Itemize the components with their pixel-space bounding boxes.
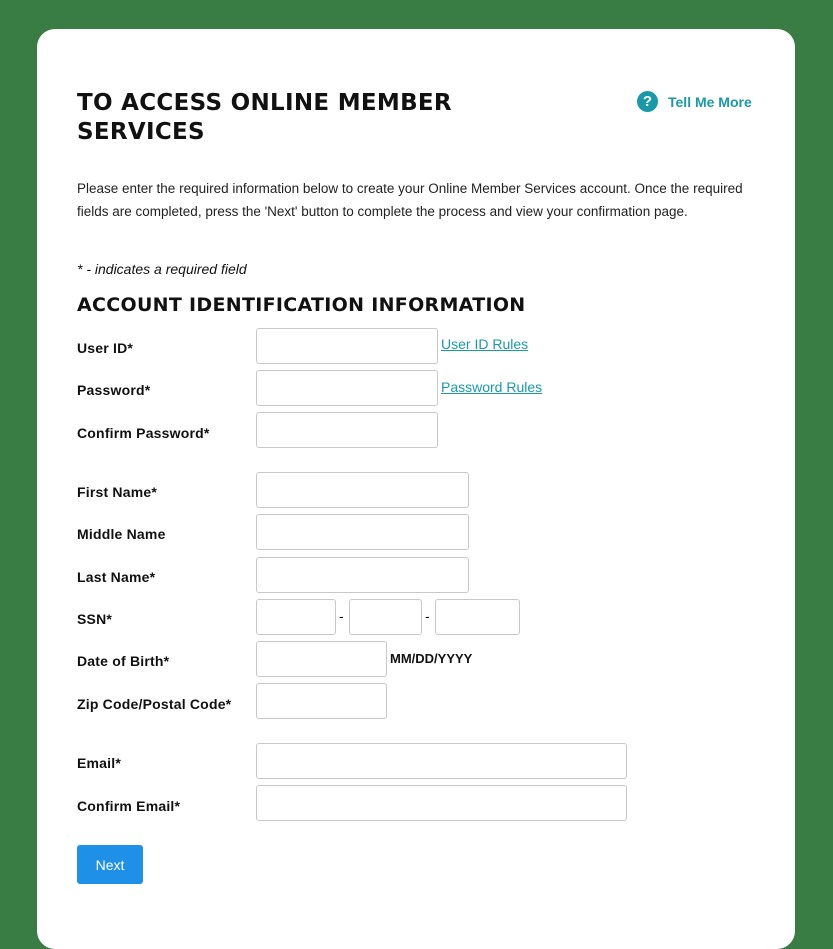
ssn-separator-2: - — [425, 608, 430, 624]
tell-me-more-label: Tell Me More — [668, 93, 752, 110]
dob-label: Date of Birth* — [77, 653, 170, 669]
password-label: Password* — [77, 382, 151, 398]
middle-name-input[interactable] — [256, 514, 469, 550]
page-title: TO ACCESS ONLINE MEMBER SERVICES — [77, 90, 452, 145]
email-label: Email* — [77, 755, 121, 771]
user-id-input[interactable] — [256, 328, 438, 364]
first-name-input[interactable] — [256, 472, 469, 508]
section-title: ACCOUNT IDENTIFICATION INFORMATION — [77, 294, 526, 316]
tell-me-more-link[interactable] — [637, 91, 752, 112]
dob-format-hint: MM/DD/YYYY — [390, 651, 473, 666]
confirm-password-input[interactable] — [256, 412, 438, 448]
ssn-part3-input[interactable] — [435, 599, 520, 635]
zip-label: Zip Code/Postal Code* — [77, 696, 232, 712]
ssn-label: SSN* — [77, 611, 113, 627]
next-button[interactable]: Next — [77, 845, 143, 884]
ssn-part1-input[interactable] — [256, 599, 336, 635]
ssn-part2-input[interactable] — [349, 599, 422, 635]
password-input[interactable] — [256, 370, 438, 406]
intro-text: Please enter the required information below to create your Online Member Services account. Once the required fields are completed, press the 'Next' button to complete the process and view your confirmation page. — [77, 181, 743, 219]
required-note: * - indicates a required field — [77, 261, 247, 277]
confirm-email-label: Confirm Email* — [77, 798, 181, 814]
user-id-rules-link[interactable]: User ID Rules — [441, 336, 529, 352]
password-rules-link[interactable]: Password Rules — [441, 379, 543, 395]
confirm-email-input[interactable] — [256, 785, 627, 821]
dob-input[interactable] — [256, 641, 387, 677]
last-name-label: Last Name* — [77, 569, 156, 585]
email-input[interactable] — [256, 743, 627, 779]
zip-input[interactable] — [256, 683, 387, 719]
user-id-label: User ID* — [77, 340, 134, 356]
last-name-input[interactable] — [256, 557, 469, 593]
confirm-password-label: Confirm Password* — [77, 425, 210, 441]
registration-card — [37, 29, 795, 949]
help-icon: ? — [637, 91, 658, 112]
ssn-separator-1: - — [339, 608, 344, 624]
first-name-label: First Name* — [77, 484, 158, 500]
middle-name-label: Middle Name — [77, 526, 166, 542]
